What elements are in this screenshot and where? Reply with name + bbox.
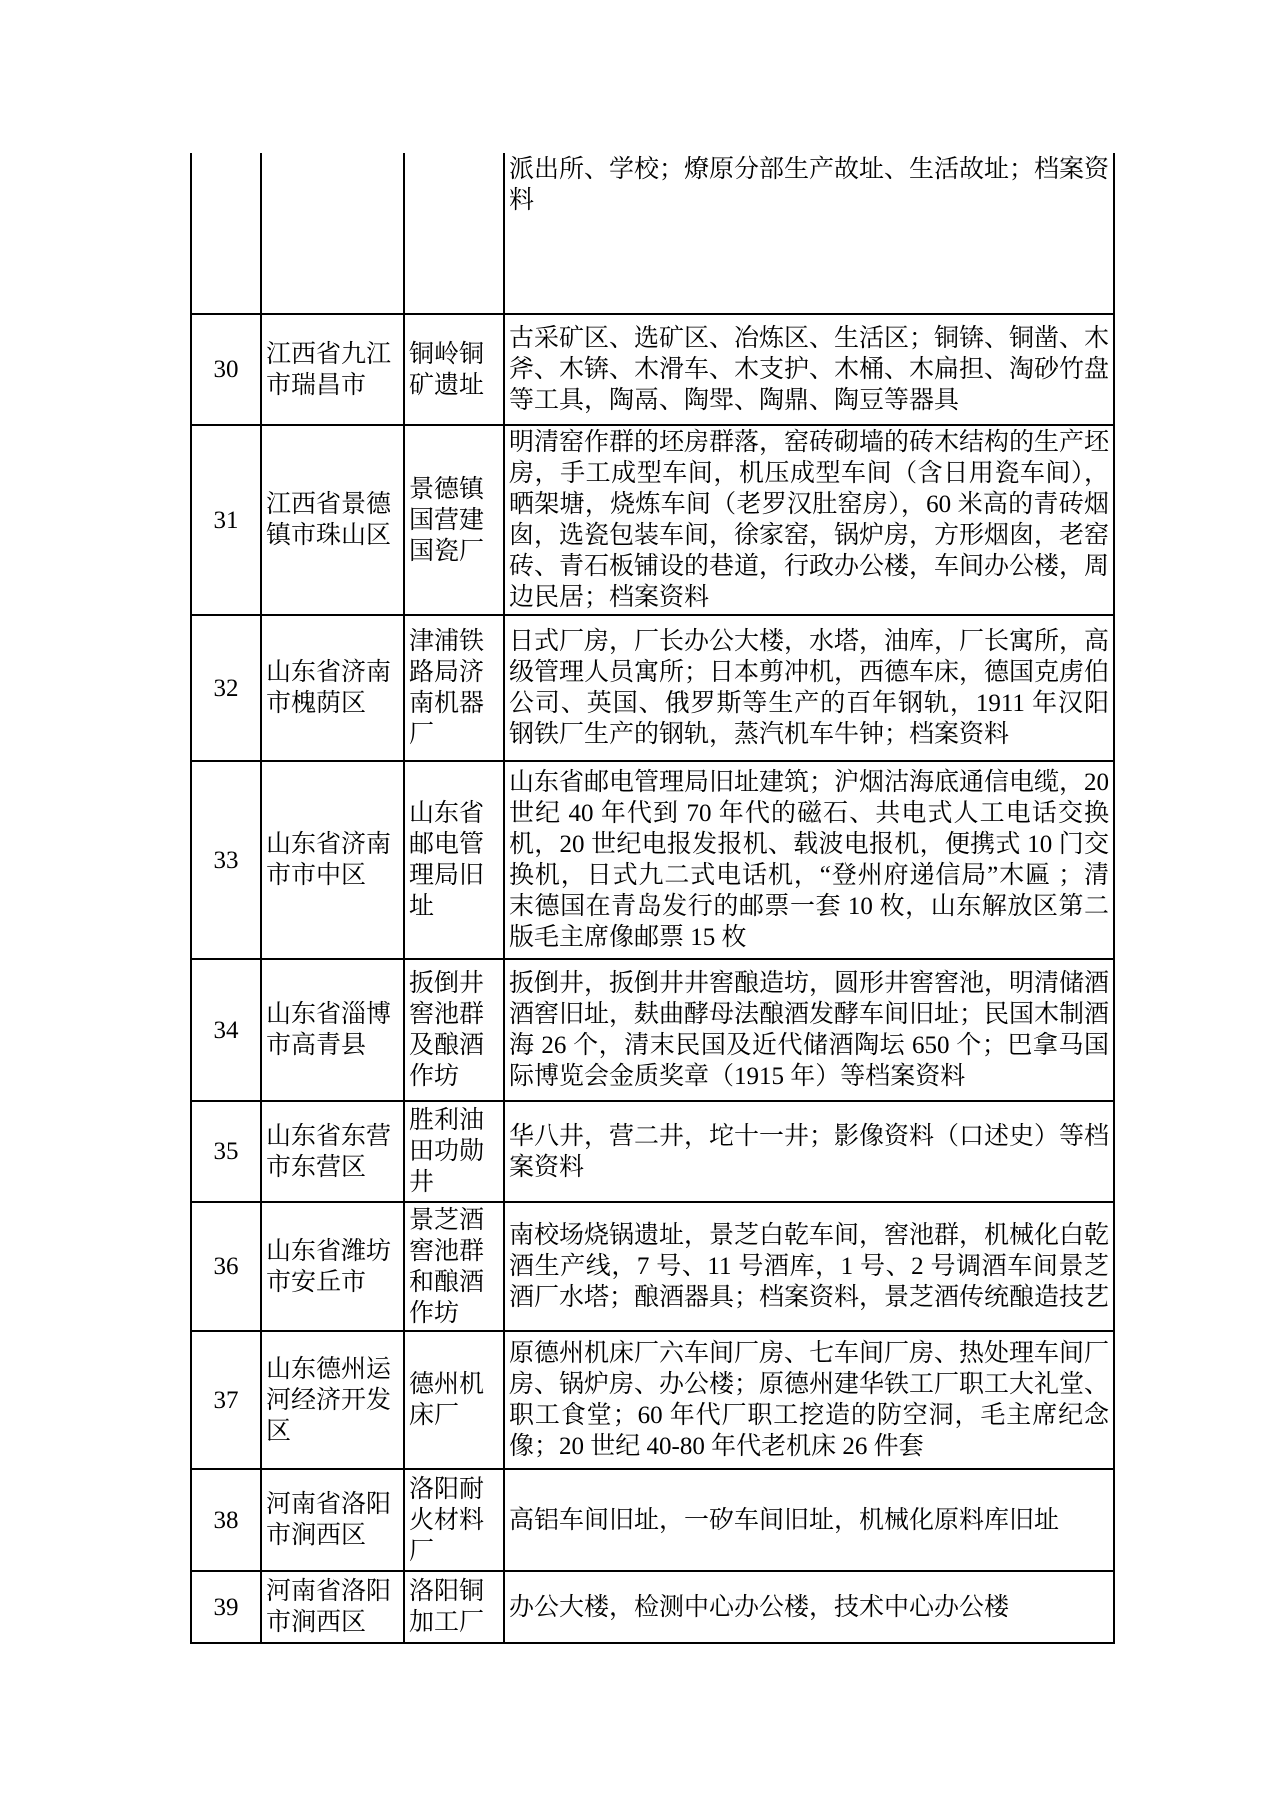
site-name-cell: 山东省邮电管理局旧址 — [404, 761, 504, 959]
table-row — [191, 1101, 1114, 1202]
site-name-cell: 景芝酒窖池群和酿酒作坊 — [404, 1202, 504, 1331]
table-row — [191, 761, 1114, 959]
table-row — [191, 1469, 1114, 1571]
description-cell: 扳倒井，扳倒井井窖酿造坊，圆形井窖窖池，明清储酒酒窖旧址，麸曲酵母法酿酒发酵车间旧址；民国木制酒海 26 个，清末民国及近代储酒陶坛 650 个；巴拿马国际博览会金质奖章（1915 年）等档案资料 — [504, 959, 1114, 1101]
table-row — [191, 1571, 1114, 1643]
heritage-table-body — [191, 153, 1114, 1643]
description-cell: 古采矿区、选矿区、冶炼区、生活区；铜锛、铜凿、木斧、木锛、木滑车、木支护、木桶、木扁担、淘砂竹盘等工具，陶鬲、陶斝、陶鼎、陶豆等器具 — [504, 314, 1114, 425]
description-cell: 华八井，营二井，坨十一井；影像资料（口述史）等档案资料 — [504, 1101, 1114, 1202]
location-cell: 山东省济南市槐荫区 — [261, 615, 404, 761]
row-number-cell: 38 — [191, 1469, 261, 1571]
location-cell: 江西省九江市瑞昌市 — [261, 314, 404, 425]
table-row — [191, 615, 1114, 761]
row-number-cell: 32 — [191, 615, 261, 761]
description-cell: 办公大楼，检测中心办公楼，技术中心办公楼 — [504, 1571, 1114, 1643]
description-cell: 明清窑作群的坯房群落，窑砖砌墙的砖木结构的生产坯房，手工成型车间，机压成型车间（含日用瓷车间），晒架塘，烧炼车间（老罗汉肚窑房），60 米高的青砖烟囱，选瓷包装车间，徐家窑，锅炉房，方形烟囱，老窑砖、青石板铺设的巷道，行政办公楼，车间办公楼，周边民居；档案资料 — [504, 425, 1114, 615]
row-number-cell: 31 — [191, 425, 261, 615]
row-number-cell: 39 — [191, 1571, 261, 1643]
row-number-cell: 33 — [191, 761, 261, 959]
location-cell: 山东德州运河经济开发区 — [261, 1331, 404, 1469]
location-cell: 江西省景德镇市珠山区 — [261, 425, 404, 615]
site-name-cell: 扳倒井窖池群及酿酒作坊 — [404, 959, 504, 1101]
row-number-cell: 30 — [191, 314, 261, 425]
table-row — [191, 1331, 1114, 1469]
table-row — [191, 1202, 1114, 1331]
location-cell: 山东省淄博市高青县 — [261, 959, 404, 1101]
row-number-cell: 34 — [191, 959, 261, 1101]
location-cell: 山东省东营市东营区 — [261, 1101, 404, 1202]
description-cell: 日式厂房，厂长办公大楼，水塔，油库，厂长寓所，高级管理人员寓所；日本剪冲机，西德车床，德国克虏伯公司、英国、俄罗斯等生产的百年钢轨，1911 年汉阳钢铁厂生产的钢轨，蒸汽机车牛钟；档案资料 — [504, 615, 1114, 761]
description-cell: 派出所、学校；燎原分部生产故址、生活故址；档案资料 — [504, 153, 1114, 314]
site-name-cell: 德州机床厂 — [404, 1331, 504, 1469]
location-cell: 山东省潍坊市安丘市 — [261, 1202, 404, 1331]
heritage-table — [190, 153, 1115, 1644]
location-cell — [261, 153, 404, 314]
table-row — [191, 959, 1114, 1101]
description-cell: 山东省邮电管理局旧址建筑；沪烟沽海底通信电缆，20 世纪 40 年代到 70 年代的磁石、共电式人工电话交换机，20 世纪电报发报机、载波电报机，便携式 10 门交换机，日式九二式电话机，“登州府递信局”木匾 ；清末德国在青岛发行的邮票一套 10 枚，山东解放区第二版毛主席像邮票 15 枚 — [504, 761, 1114, 959]
row-number-cell: 35 — [191, 1101, 261, 1202]
site-name-cell: 铜岭铜矿遗址 — [404, 314, 504, 425]
row-number-cell — [191, 153, 261, 314]
site-name-cell: 津浦铁路局济南机器厂 — [404, 615, 504, 761]
table-row — [191, 153, 1114, 314]
site-name-cell — [404, 153, 504, 314]
table-row — [191, 425, 1114, 615]
location-cell: 山东省济南市市中区 — [261, 761, 404, 959]
row-number-cell: 36 — [191, 1202, 261, 1331]
table-row — [191, 314, 1114, 425]
description-cell: 南校场烧锅遗址，景芝白乾车间，窖池群，机械化白乾酒生产线，7 号、11 号酒库，1 号、2 号调酒车间景芝酒厂水塔；酿酒器具；档案资料，景芝酒传统酿造技艺 — [504, 1202, 1114, 1331]
site-name-cell: 景德镇国营建国瓷厂 — [404, 425, 504, 615]
row-number-cell: 37 — [191, 1331, 261, 1469]
location-cell: 河南省洛阳市涧西区 — [261, 1469, 404, 1571]
site-name-cell: 洛阳耐火材料厂 — [404, 1469, 504, 1571]
site-name-cell: 洛阳铜加工厂 — [404, 1571, 504, 1643]
description-cell: 高铝车间旧址，一矽车间旧址，机械化原料库旧址 — [504, 1469, 1114, 1571]
site-name-cell: 胜利油田功勋井 — [404, 1101, 504, 1202]
location-cell: 河南省洛阳市涧西区 — [261, 1571, 404, 1643]
description-cell: 原德州机床厂六车间厂房、七车间厂房、热处理车间厂房、锅炉房、办公楼；原德州建华铁工厂职工大礼堂、职工食堂；60 年代厂职工挖造的防空洞，毛主席纪念像；20 世纪 40-80 年代老机床 26 件套 — [504, 1331, 1114, 1469]
